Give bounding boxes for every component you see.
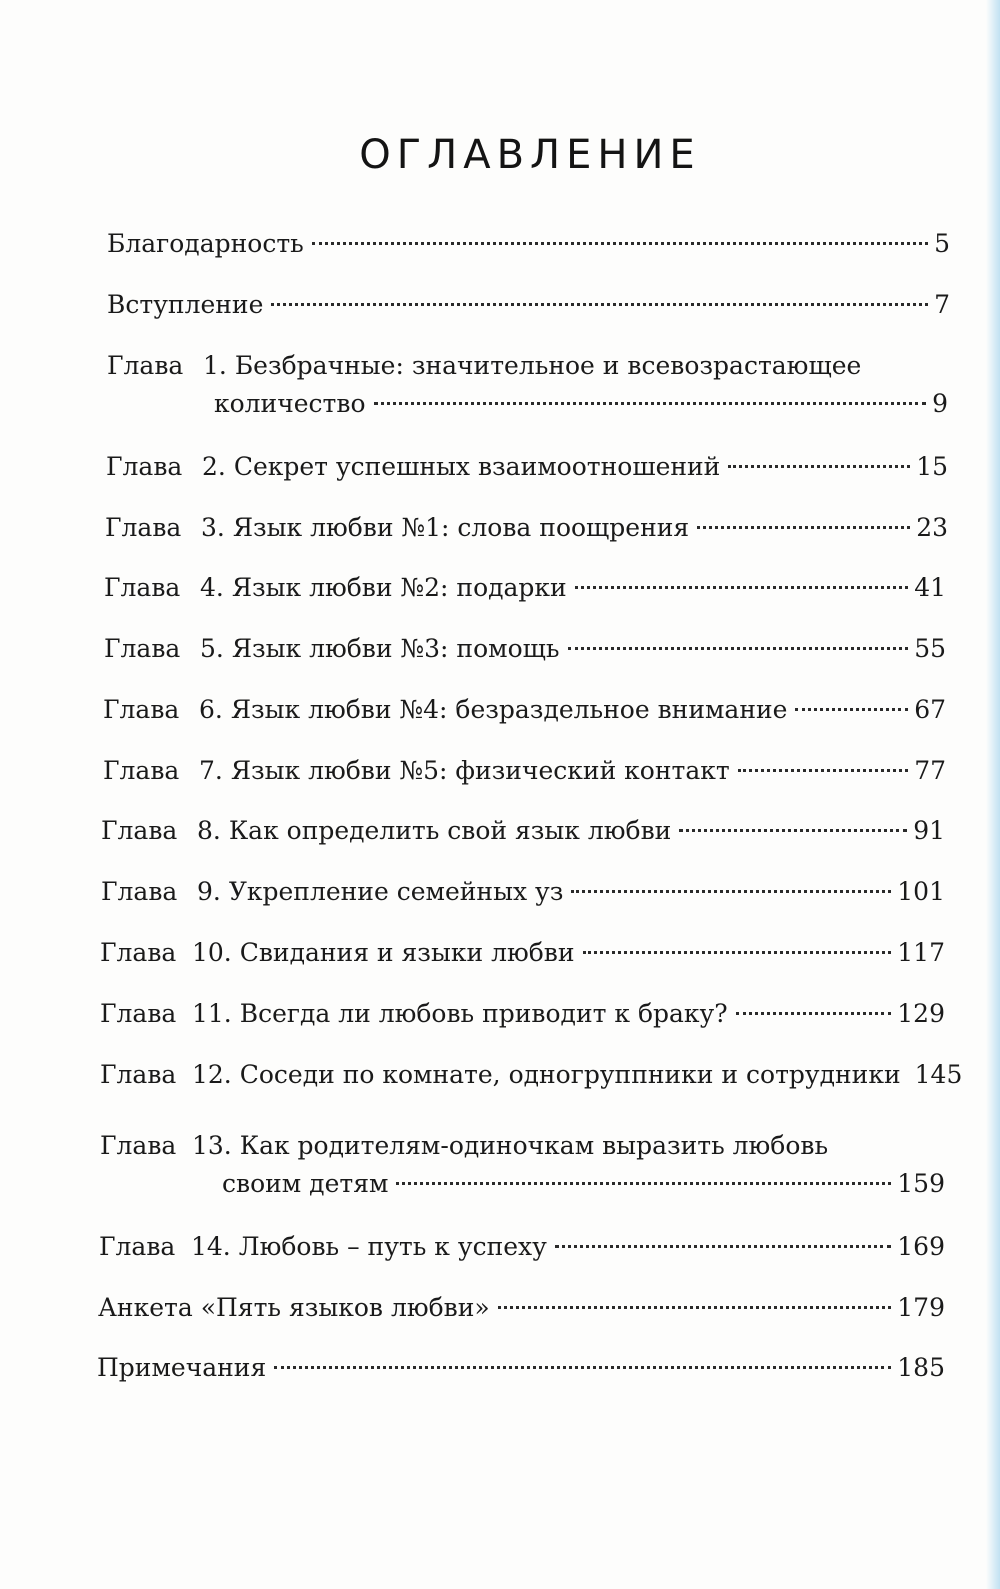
page-number: 55	[914, 634, 946, 663]
entry-title: Анкета «Пять языков любви»	[98, 1293, 490, 1322]
dot-leader	[679, 829, 907, 832]
dot-leader	[568, 647, 909, 650]
page-number: 117	[897, 938, 945, 967]
entry-title: Как определить свой язык любви	[228, 816, 672, 845]
page-number: 77	[914, 756, 946, 785]
entry-title: Соседи по комнате, одногруппники и сотрудники	[239, 1060, 901, 1089]
chapter-label: Глава	[106, 452, 183, 481]
chapter-label: Глава	[101, 816, 178, 845]
chapter-number: 5.	[200, 634, 224, 663]
page-number: 41	[914, 573, 946, 602]
page-number: 9	[932, 389, 948, 418]
dot-leader	[374, 402, 927, 405]
page-edge	[986, 0, 1000, 1589]
chapter-number: 12.	[192, 1060, 232, 1089]
entry-title: Язык любви №1: слова поощрения	[232, 513, 690, 542]
entry-title: Язык любви №2: подарки	[231, 573, 567, 602]
page-number: 185	[897, 1353, 945, 1382]
entry-title-continued: количество	[214, 389, 366, 418]
chapter-label: Глава	[105, 513, 182, 542]
chapter-label: Глава	[100, 999, 177, 1028]
entry-title: Всегда ли любовь приводит к браку?	[239, 999, 728, 1028]
dot-leader	[271, 303, 928, 306]
dot-leader	[312, 242, 928, 245]
page-number: 7	[934, 290, 950, 319]
chapter-number: 13.	[192, 1131, 232, 1160]
page-number: 67	[914, 695, 946, 724]
chapter-number: 14.	[191, 1232, 231, 1261]
chapter-number: 6.	[199, 695, 223, 724]
chapter-label: Глава	[103, 695, 180, 724]
page-number: 15	[916, 452, 948, 481]
entry-title: Укрепление семейных уз	[228, 877, 564, 906]
page-number: 101	[897, 877, 945, 906]
chapter-label: Глава	[100, 1131, 177, 1160]
page-number: 129	[897, 999, 945, 1028]
entry-title: Любовь – путь к успеху	[238, 1232, 547, 1261]
chapter-label: Глава	[103, 756, 180, 785]
chapter-label: Глава	[107, 351, 184, 380]
entry-title: Свидания и языки любви	[239, 938, 575, 967]
page-number: 91	[913, 816, 945, 845]
entry-title: Безбрачные: значительное и всевозрастающее	[234, 351, 862, 380]
chapter-label: Глава	[100, 938, 177, 967]
dot-leader	[738, 769, 908, 772]
entry-title: Язык любви №3: помощь	[231, 634, 560, 663]
dot-leader	[575, 586, 908, 589]
chapter-label: Глава	[104, 573, 181, 602]
chapter-number: 7.	[199, 756, 223, 785]
entry-title-continued: своим детям	[222, 1169, 389, 1198]
chapter-number: 2.	[202, 452, 226, 481]
chapter-number: 8.	[197, 816, 221, 845]
dot-leader	[728, 465, 910, 468]
dot-leader	[498, 1306, 892, 1309]
dot-leader	[795, 708, 908, 711]
chapter-label: Глава	[101, 877, 178, 906]
page-number: 23	[916, 513, 948, 542]
chapter-number: 3.	[201, 513, 225, 542]
entry-title: Язык любви №5: физический контакт	[230, 756, 730, 785]
dot-leader	[396, 1182, 891, 1185]
entry-title: Секрет успешных взаимоотношений	[233, 452, 721, 481]
dot-leader	[571, 890, 891, 893]
dot-leader	[736, 1012, 892, 1015]
chapter-number: 11.	[192, 999, 232, 1028]
page-number: 5	[934, 229, 950, 258]
page-number: 169	[897, 1232, 945, 1261]
page-title: ОГЛАВЛЕНИЕ	[359, 132, 701, 178]
dot-leader	[555, 1245, 891, 1248]
chapter-label: Глава	[100, 1060, 177, 1089]
chapter-number: 9.	[197, 877, 221, 906]
page-number: 159	[897, 1169, 945, 1198]
dot-leader	[697, 526, 910, 529]
page-number: 145	[914, 1060, 963, 1089]
chapter-label: Глава	[104, 634, 181, 663]
chapter-label: Глава	[99, 1232, 176, 1261]
dot-leader	[583, 951, 892, 954]
entry-title: Как родителям-одиночкам выразить любовь	[239, 1131, 829, 1160]
entry-title: Вступление	[107, 290, 264, 319]
page-number: 179	[897, 1293, 945, 1322]
entry-title: Благодарность	[107, 229, 304, 258]
chapter-number: 1.	[203, 351, 227, 380]
chapter-number: 10.	[192, 938, 232, 967]
entry-title: Язык любви №4: безраздельное внимание	[230, 695, 788, 724]
entry-title: Примечания	[97, 1353, 267, 1382]
chapter-number: 4.	[200, 573, 224, 602]
dot-leader	[274, 1366, 891, 1369]
